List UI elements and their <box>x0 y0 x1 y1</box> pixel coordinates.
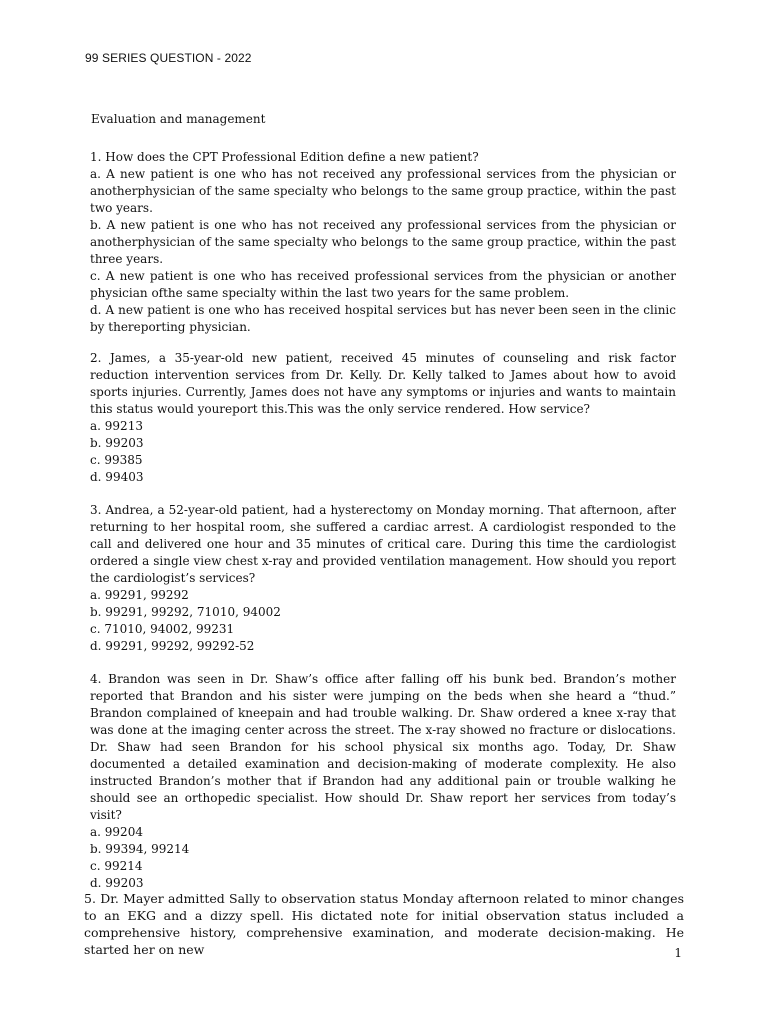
question-stem: 5. Dr. Mayer admitted Sally to observation status Monday afternoon related to minor changes to an EKG and a dizzy spell. His dictated note for initial observation status included a comprehensive history, comprehensive examination, and moderate decision-making. He started her on new <box>84 891 684 957</box>
page-number: 1 <box>674 946 682 960</box>
section-title: Evaluation and management <box>91 112 266 126</box>
answer-option: b. 99394, 99214 <box>90 842 190 856</box>
answer-option: a. 99213 <box>90 419 143 433</box>
question-4 <box>90 671 676 892</box>
answer-option: a. 99204 <box>90 825 143 839</box>
answer-option: d. 99203 <box>90 876 144 890</box>
question-stem: 3. Andrea, a 52-year-old patient, had a hysterectomy on Monday morning. That afternoon, after returning to her hospital room, she suffered a cardiac arrest. A cardiologist responded to the call and delivered one hour and 35 minutes of critical care. During this time the cardiologist ordered a single view chest x-ray and provided ventilation management. How should you report the cardiologist’s services? <box>90 503 676 585</box>
question-stem: 1. How does the CPT Professional Edition define a new patient? <box>90 150 479 164</box>
question-stem: 2. James, a 35-year-old new patient, received 45 minutes of counseling and risk factor reduction intervention services from Dr. Kelly. Dr. Kelly talked to James about how to avoid sports injuries. Currently, James does not have any symptoms or injuries and wants to maintain this status would youreport this.This was the only service rendered. How service? <box>90 351 676 416</box>
answer-option: d. 99291, 99292, 99292-52 <box>90 639 255 653</box>
answer-option: a. 99291, 99292 <box>90 588 189 602</box>
document-header: 99 SERIES QUESTION - 2022 <box>85 51 252 65</box>
question-2 <box>90 350 676 486</box>
answer-option: c. 71010, 94002, 99231 <box>90 622 235 636</box>
question-5 <box>84 890 684 958</box>
answer-option: d. A new patient is one who has received hospital services but has never been seen in the clinic by thereporting physician. <box>90 303 676 334</box>
answer-option: a. A new patient is one who has not received any professional services from the physician or anotherphysician of the same specialty who belongs to the same group practice, within the past two years. <box>90 167 676 215</box>
answer-option: b. A new patient is one who has not received any professional services from the physician or anotherphysician of the same specialty who belongs to the same group practice, within the past three years. <box>90 218 676 266</box>
answer-option: b. 99203 <box>90 436 144 450</box>
question-1 <box>90 149 676 336</box>
answer-option: d. 99403 <box>90 470 144 484</box>
answer-option: b. 99291, 99292, 71010, 94002 <box>90 605 281 619</box>
answer-option: c. 99385 <box>90 453 143 467</box>
answer-option: c. 99214 <box>90 859 143 873</box>
question-stem: 4. Brandon was seen in Dr. Shaw’s office after falling off his bunk bed. Brandon’s mother reported that Brandon and his sister were jumping on the beds when she heard a “thud.” Brandon complained of kneepain and had trouble walking. Dr. Shaw ordered a knee x-ray that was done at the imaging center across the street. The x-ray showed no fracture or dislocations. Dr. Shaw had seen Brandon for his school physical six months ago. Today, Dr. Shaw documented a detailed examination and decision-making of moderate complexity. He also instructed Brandon’s mother that if Brandon had any additional pain or trouble walking he should see an orthopedic specialist. How should Dr. Shaw report her services from today’s visit? <box>90 672 676 822</box>
answer-option: c. A new patient is one who has received professional services from the physician or another physician ofthe same specialty within the last two years for the same problem. <box>90 269 676 300</box>
question-3 <box>90 502 676 655</box>
